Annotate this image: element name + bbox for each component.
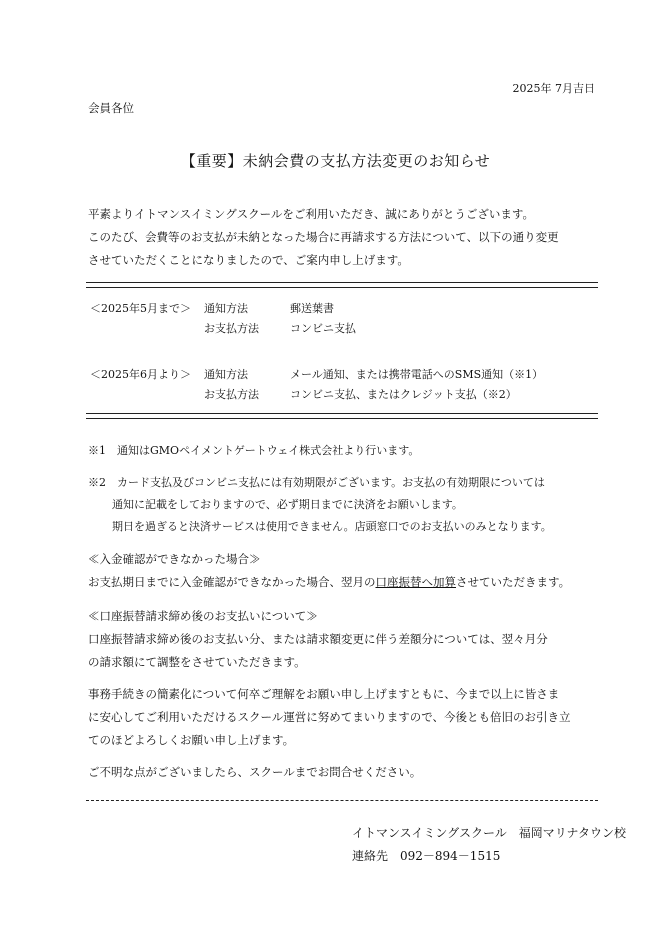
period-label: ＜2025年6月より＞	[90, 368, 191, 381]
recipient: 会員各位	[88, 101, 134, 115]
signature-school: イトマンスイミングスクール 福岡マリナタウン校	[352, 826, 626, 840]
method-label: 通知方法	[204, 368, 248, 381]
document-title: 【重要】未納会費の支払方法変更のお知らせ	[180, 152, 491, 170]
signature-contact: 連絡先 092－894－1515	[352, 849, 501, 863]
period-label: ＜2025年5月まで＞	[90, 302, 191, 315]
note-1: ※1 通知はGMOペイメントゲートウェイ株式会社より行います。	[88, 444, 420, 457]
method-label: 通知方法	[204, 302, 248, 315]
section-heading: ≪入金確認ができなかった場合≫	[88, 552, 261, 566]
section-text	[88, 571, 570, 594]
inquiry-text: ご不明な点がございましたら、スクールまでお問合せください。	[88, 765, 422, 779]
method-label: お支払方法	[204, 388, 259, 401]
method-value: コンビニ支払	[290, 322, 356, 335]
method-label: お支払方法	[204, 322, 259, 335]
method-value: メール通知、または携帯電話へのSMS通知（※1）	[290, 368, 544, 381]
double-rule-bottom	[86, 413, 598, 419]
closing-paragraph	[88, 683, 571, 752]
note-line: ※2 カード支払及びコンビニ支払には有効期限がございます。お支払の有効期限については	[88, 476, 545, 489]
text-after: させていただきます。	[456, 575, 571, 589]
payment-check-section	[88, 548, 570, 594]
underlined-text: 口座振替へ加算	[375, 575, 456, 589]
intro-line: させていただくことになりましたので、ご案内申し上げます。	[88, 253, 409, 267]
method-value: 郵送葉書	[290, 302, 334, 315]
method-value: コンビニ支払、またはクレジット支払（※2）	[290, 388, 517, 401]
note-line: 期日を過ぎると決済サービスは使用できません。店頭窓口でのお支払いのみとなります。	[112, 520, 552, 533]
section-line: の請求額にて調整をさせていただきます。	[88, 655, 306, 669]
closing-line: に安心してご利用いただけるスクール運営に努めてまいりますので、今後とも倍旧のお引き立	[88, 710, 571, 724]
text-before: お支払期日までに入金確認ができなかった場合、翌月の	[88, 575, 376, 589]
intro-paragraph	[88, 203, 559, 272]
section-heading: ≪口座振替請求締め後のお支払いについて≫	[88, 609, 318, 623]
intro-line: このたび、会費等のお支払が未納となった場合に再請求する方法について、以下の通り変更	[88, 230, 559, 244]
section-line: 口座振替請求締め後のお支払い分、または請求額変更に伴う差額分については、翌々月分	[88, 632, 548, 646]
intro-line: 平素よりイトマンスイミングスクールをご利用いただき、誠にありがとうございます。	[88, 207, 534, 221]
dashed-divider	[86, 800, 598, 801]
closing-line: 事務手続きの簡素化について何卒ご理解をお願い申し上げますともに、今まで以上に皆さま	[88, 687, 560, 701]
closing-line: てのほどよろしくお願い申し上げます。	[88, 733, 295, 747]
double-rule-top	[86, 282, 598, 288]
document-date: 2025年 7月吉日	[512, 82, 595, 95]
note-line: 通知に記載をしておりますので、必ず期日までに決済をお願いします。	[112, 498, 463, 511]
after-deadline-section	[88, 605, 548, 674]
note-2	[88, 472, 552, 538]
